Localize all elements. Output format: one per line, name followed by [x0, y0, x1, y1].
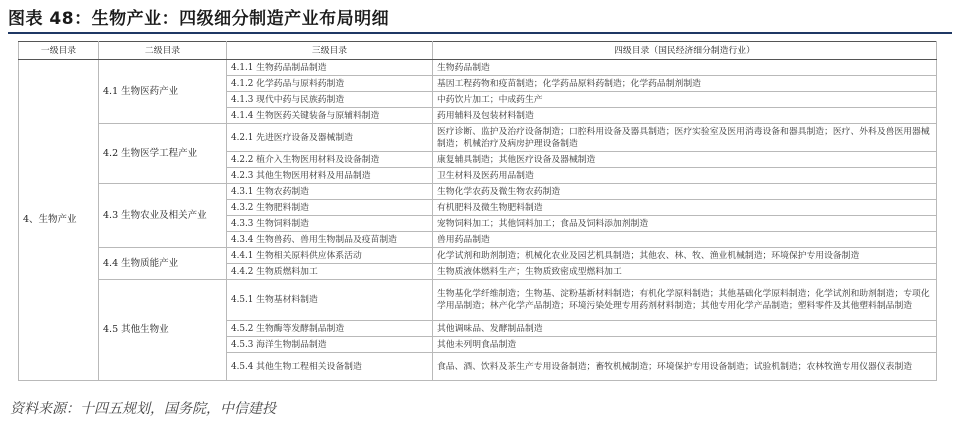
table-row	[19, 280, 937, 321]
title-rule	[8, 32, 952, 34]
level4-cell: 食品、酒、饮料及茶生产专用设备制造；畜牧机械制造；环境保护专用设备制造；试验机制造；农林牧渔专用仪器仪表制造	[433, 353, 937, 381]
level4-cell: 其他调味品、发酵制品制造	[433, 321, 937, 337]
level4-cell: 兽用药品制造	[433, 232, 937, 248]
level2-cell: 4.2 生物医学工程产业	[99, 124, 227, 184]
level3-cell: 4.1.3 现代中药与民族药制造	[227, 92, 433, 108]
level4-cell: 药用辅料及包装材料制造	[433, 108, 937, 124]
level4-cell: 化学试剂和助剂制造；机械化农业及园艺机具制造；其他农、林、牧、渔业机械制造；环境保护专用设备制造	[433, 248, 937, 264]
level4-cell: 医疗诊断、监护及治疗设备制造；口腔科用设备及器具制造；医疗实验室及医用消毒设备和器具制造；医疗、外科及兽医用器械制造；机械治疗及病房护理设备制造	[433, 124, 937, 152]
level3-cell: 4.3.4 生物兽药、兽用生物制品及疫苗制造	[227, 232, 433, 248]
table-row	[19, 248, 937, 264]
header-level4: 四级目录（国民经济细分制造行业）	[433, 42, 937, 60]
level4-cell: 宠物饲料加工；其他饲料加工；食品及饲料添加剂制造	[433, 216, 937, 232]
level3-cell: 4.5.1 生物基材料制造	[227, 280, 433, 321]
level4-cell: 生物化学农药及微生物农药制造	[433, 184, 937, 200]
level3-cell: 4.4.2 生物质燃料加工	[227, 264, 433, 280]
level4-cell: 生物质液体燃料生产；生物质致密成型燃料加工	[433, 264, 937, 280]
level4-cell: 卫生材料及医药用品制造	[433, 168, 937, 184]
level3-cell: 4.3.1 生物农药制造	[227, 184, 433, 200]
level3-cell: 4.3.2 生物肥料制造	[227, 200, 433, 216]
table-row	[19, 124, 937, 152]
level4-cell: 生物药品制造	[433, 60, 937, 76]
level3-cell: 4.1.4 生物医药关键装备与原辅料制造	[227, 108, 433, 124]
level2-cell: 4.5 其他生物业	[99, 280, 227, 381]
level3-cell: 4.5.2 生物酶等发酵制品制造	[227, 321, 433, 337]
level3-cell: 4.2.1 先进医疗设备及器械制造	[227, 124, 433, 152]
level2-cell: 4.3 生物农业及相关产业	[99, 184, 227, 248]
level3-cell: 4.1.2 化学药品与原料药制造	[227, 76, 433, 92]
industry-table	[18, 41, 937, 381]
level2-cell: 4.1 生物医药产业	[99, 60, 227, 124]
level3-cell: 4.2.2 植介入生物医用材料及设备制造	[227, 152, 433, 168]
level3-cell: 4.3.3 生物饲料制造	[227, 216, 433, 232]
header-level1: 一级目录	[19, 42, 99, 60]
level4-cell: 基因工程药物和疫苗制造；化学药品原料药制造；化学药品制剂制造	[433, 76, 937, 92]
header-level3: 三级目录	[227, 42, 433, 60]
level4-cell: 康复辅具制造；其他医疗设备及器械制造	[433, 152, 937, 168]
level3-cell: 4.1.1 生物药品制品制造	[227, 60, 433, 76]
level3-cell: 4.5.3 海洋生物制品制造	[227, 337, 433, 353]
table-body	[19, 60, 937, 381]
table-row	[19, 60, 937, 76]
level3-cell: 4.5.4 其他生物工程相关设备制造	[227, 353, 433, 381]
table-row	[19, 184, 937, 200]
level4-cell: 中药饮片加工；中成药生产	[433, 92, 937, 108]
header-row	[19, 42, 937, 60]
header-level2: 二级目录	[99, 42, 227, 60]
level4-cell: 有机肥料及微生物肥料制造	[433, 200, 937, 216]
source-note: 资料来源：十四五规划，国务院，中信建投	[10, 401, 276, 417]
level4-cell: 生物基化学纤维制造；生物基、淀粉基新材料制造；有机化学原料制造；其他基础化学原料制造；化学试剂和助剂制造；专项化学用品制造；林产化学产品制造；环境污染处理专用药剂材料制造；其他专用化学产品制造；塑料零件及其他塑料制品制造	[433, 280, 937, 321]
level3-cell: 4.4.1 生物相关原料供应体系活动	[227, 248, 433, 264]
level1-cell: 4、生物产业	[19, 60, 99, 381]
level4-cell: 其他未列明食品制造	[433, 337, 937, 353]
figure-title: 图表 48：生物产业：四级细分制造产业布局明细	[8, 9, 390, 29]
level2-cell: 4.4 生物质能产业	[99, 248, 227, 280]
level3-cell: 4.2.3 其他生物医用材料及用品制造	[227, 168, 433, 184]
